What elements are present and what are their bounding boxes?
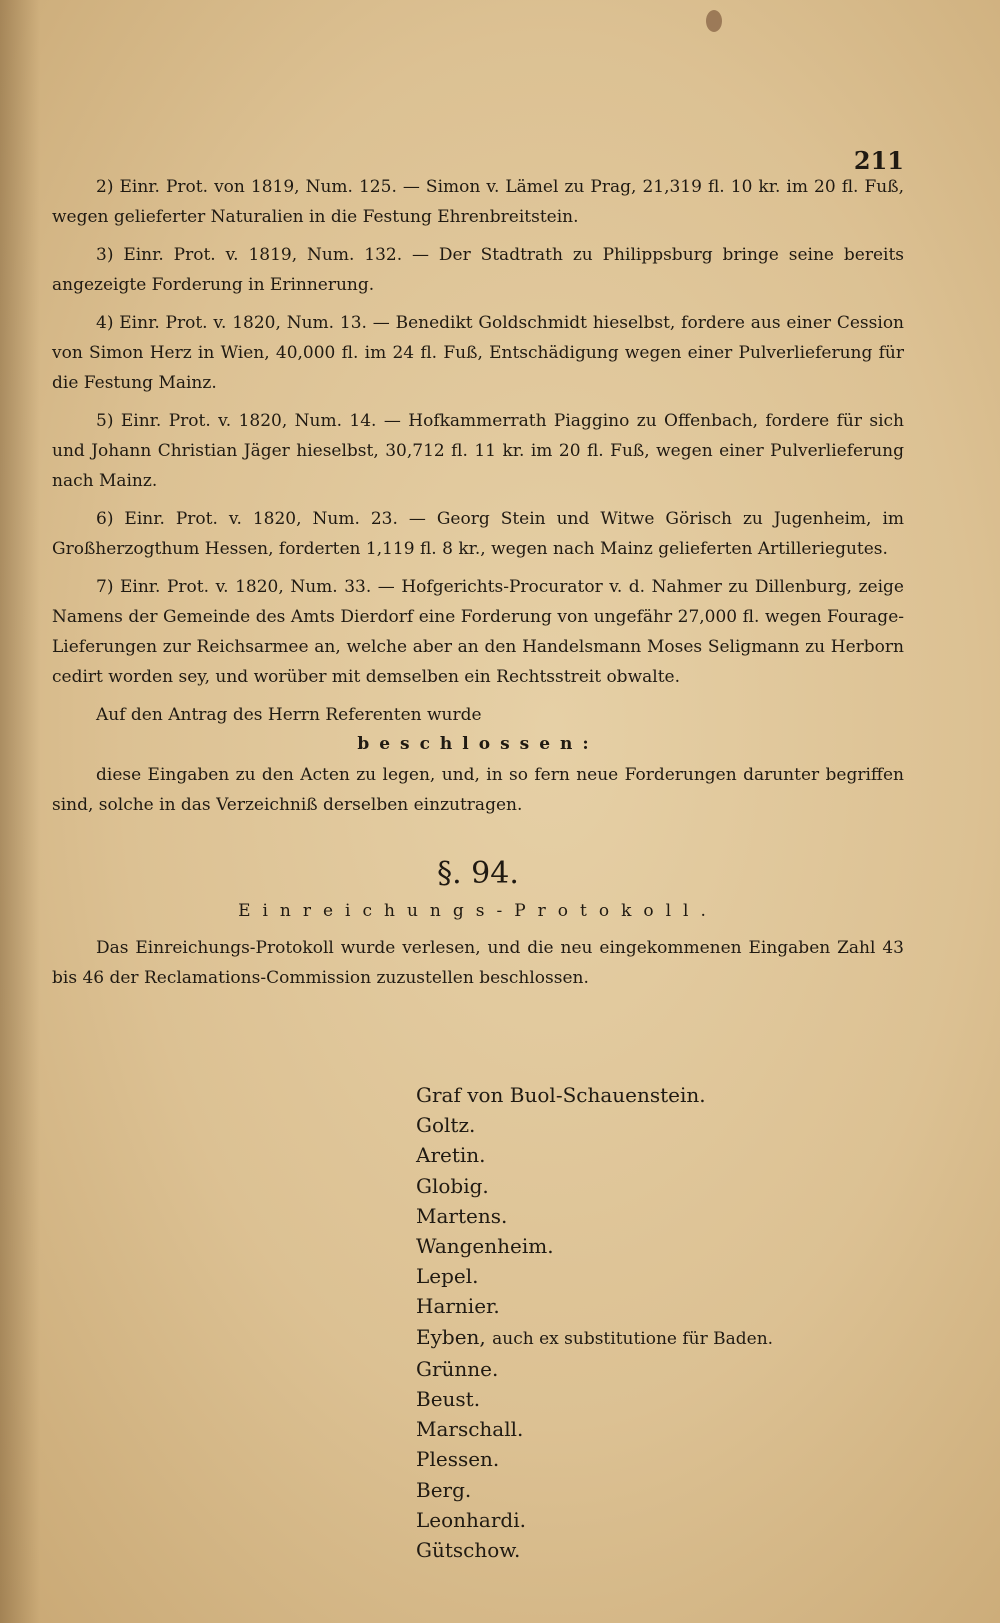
signatory-name: Harnier. xyxy=(416,1294,500,1319)
main-text xyxy=(52,172,904,1001)
entry-paragraph: 4) Einr. Prot. v. 1820, Num. 13. — Benedikt Goldschmidt hieselbst, fordere aus einer Cession von Simon Herz in Wien, 40,000 fl. im 24 fl. Fuß, Entschädigung wegen einer Pulverlieferung für die Festung Mainz. xyxy=(52,313,904,393)
entry-paragraph: 6) Einr. Prot. v. 1820, Num. 23. — Georg Stein und Witwe Görisch zu Jugenheim, im Großherzogthum Hessen, forderten 1,119 fl. 8 kr., wegen nach Mainz gelieferten Artilleriegutes. xyxy=(52,509,904,559)
signatory-name: Globig. xyxy=(416,1173,489,1198)
signature-list xyxy=(416,1080,916,1565)
section-number: §. 94. xyxy=(437,856,519,891)
signatory-name: Martens. xyxy=(416,1203,508,1228)
signatory-name: Wangenheim. xyxy=(416,1234,554,1259)
resolution-text: diese Eingaben zu den Acten zu legen, und, in so fern neue Forderungen darunter begriffen sind, solche in das Verzeichniß derselben einzutragen. xyxy=(52,765,904,815)
entry-paragraph: 7) Einr. Prot. v. 1820, Num. 33. — Hofgerichts-Procurator v. d. Nahmer zu Dillenburg, zeige Namens der Gemeinde des Amts Dierdorf eine Forderung von ungefähr 27,000 fl. wegen Fourage-Lieferungen zur Reichsarmee an, welche aber an den Handelsmann Moses Seligmann zu Herborn cedirt worden sey, und worüber mit demselben ein Rechtsstreit obwalte. xyxy=(52,577,904,687)
signatory-name: Marschall. xyxy=(416,1417,524,1442)
signatory-name: Lepel. xyxy=(416,1264,479,1289)
signatory-name: Aretin. xyxy=(416,1143,486,1168)
ink-blot xyxy=(706,10,722,32)
entry-paragraph: 3) Einr. Prot. v. 1819, Num. 132. — Der Stadtrath zu Philippsburg bringe seine bereits angezeigte Forderung in Erinnerung. xyxy=(52,245,904,295)
section-title: Einreichungs-Protokoll. xyxy=(238,901,718,921)
signatory-name: Graf von Buol-Schauenstein. xyxy=(416,1083,706,1107)
entry-paragraph: 2) Einr. Prot. von 1819, Num. 125. — Simon v. Lämel zu Prag, 21,319 fl. 10 kr. im 20 fl. Fuß, wegen gelieferter Naturalien in die Festung Ehrenbreitstein. xyxy=(52,177,904,227)
signatory-name: Leonhardi. xyxy=(416,1507,526,1532)
signatory-name: Eyben, auch ex substitutione für Baden. xyxy=(416,1324,774,1349)
signatory-name: Beust. xyxy=(416,1387,481,1412)
resolved-word: beschlossen: xyxy=(357,734,599,754)
section-text: Das Einreichungs-Protokoll wurde verlesen, und die neu eingekommenen Eingaben Zahl 43 bis 46 der Reclamations-Commission zuzustellen beschlossen. xyxy=(52,938,904,988)
resolution-intro: Auf den Antrag des Herrn Referenten wurde xyxy=(96,705,482,725)
page-number: 211 xyxy=(853,146,904,175)
entry-paragraph: 5) Einr. Prot. v. 1820, Num. 14. — Hofkammerrath Piaggino zu Offenbach, fordere für sich und Johann Christian Jäger hieselbst, 30,712 fl. 11 kr. im 20 fl. Fuß, wegen einer Pulverlieferung nach Mainz. xyxy=(52,411,904,491)
signatory-name: Gütschow. xyxy=(416,1538,521,1563)
signatory-name: Goltz. xyxy=(416,1113,476,1138)
signatory-name: Plessen. xyxy=(416,1447,500,1472)
signatory-name: Grünne. xyxy=(416,1356,499,1381)
signatory-name: Berg. xyxy=(416,1477,472,1502)
spine-shadow xyxy=(0,0,40,1623)
signatory-note: auch ex substitutione für Baden. xyxy=(492,1328,774,1349)
